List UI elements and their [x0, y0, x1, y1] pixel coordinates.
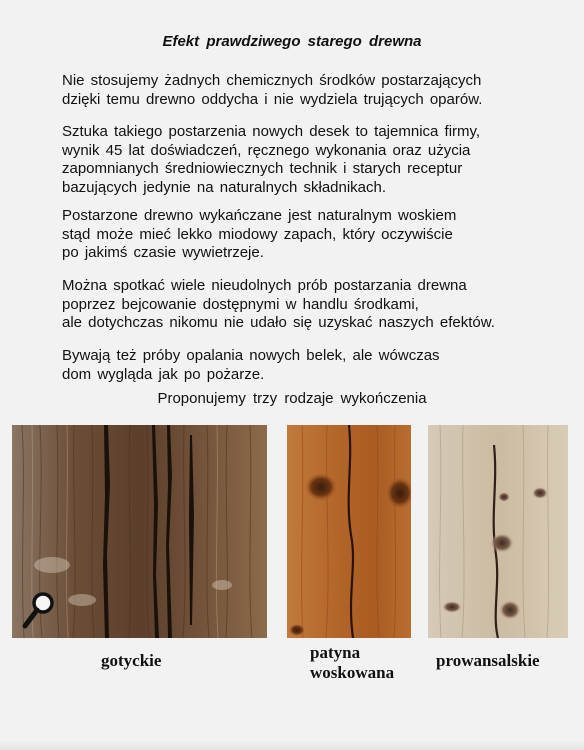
caption-patyna-woskowana: patyna woskowana [310, 643, 395, 682]
page-bottom-shade [0, 740, 584, 750]
page-title: Efekt prawdziwego starego drewna [162, 33, 422, 50]
wood-sample-provencal-photo[interactable] [428, 425, 568, 638]
finishes-intro: Proponujemy trzy rodzaje wykończenia [157, 390, 427, 407]
caption-gotyckie: gotyckie [101, 651, 162, 670]
paragraph-burning: Bywają też próby opalania nowych belek, ale wówczas dom wygląda jak po pożarze. [62, 347, 440, 383]
paragraph-aging-secret: Sztuka takiego postarzenia nowych desek to tajemnica firmy, wynik 45 lat doświadczeń, ręcznego wykonania oraz użycia zapomnianych średniowiecznych technik i starych receptur bazujących jedynie na naturalnych składnikach. [62, 123, 481, 196]
magnifier-icon[interactable] [22, 591, 56, 629]
paragraph-no-chemicals: Nie stosujemy żadnych chemicznych środków postarzających dzięki temu drewno oddycha i nie wydziela trujących oparów. [62, 72, 483, 108]
caption-prowansalskie: prowansalskie [436, 651, 540, 670]
paragraph-wax-finish: Postarzone drewno wykańczane jest naturalnym woskiem stąd może mieć lekko miodowy zapach, który oczywiście po jakimś czasie wywietrzeje. [62, 207, 457, 261]
paragraph-failed-attempts: Można spotkać wiele nieudolnych prób postarzania drewna poprzez bejcowanie dostępnymi w handlu środkami, ale dotychczas nikomu nie udało się uzyskać naszych efektów. [62, 277, 495, 331]
wood-sample-waxed-patina-photo[interactable] [287, 425, 411, 638]
